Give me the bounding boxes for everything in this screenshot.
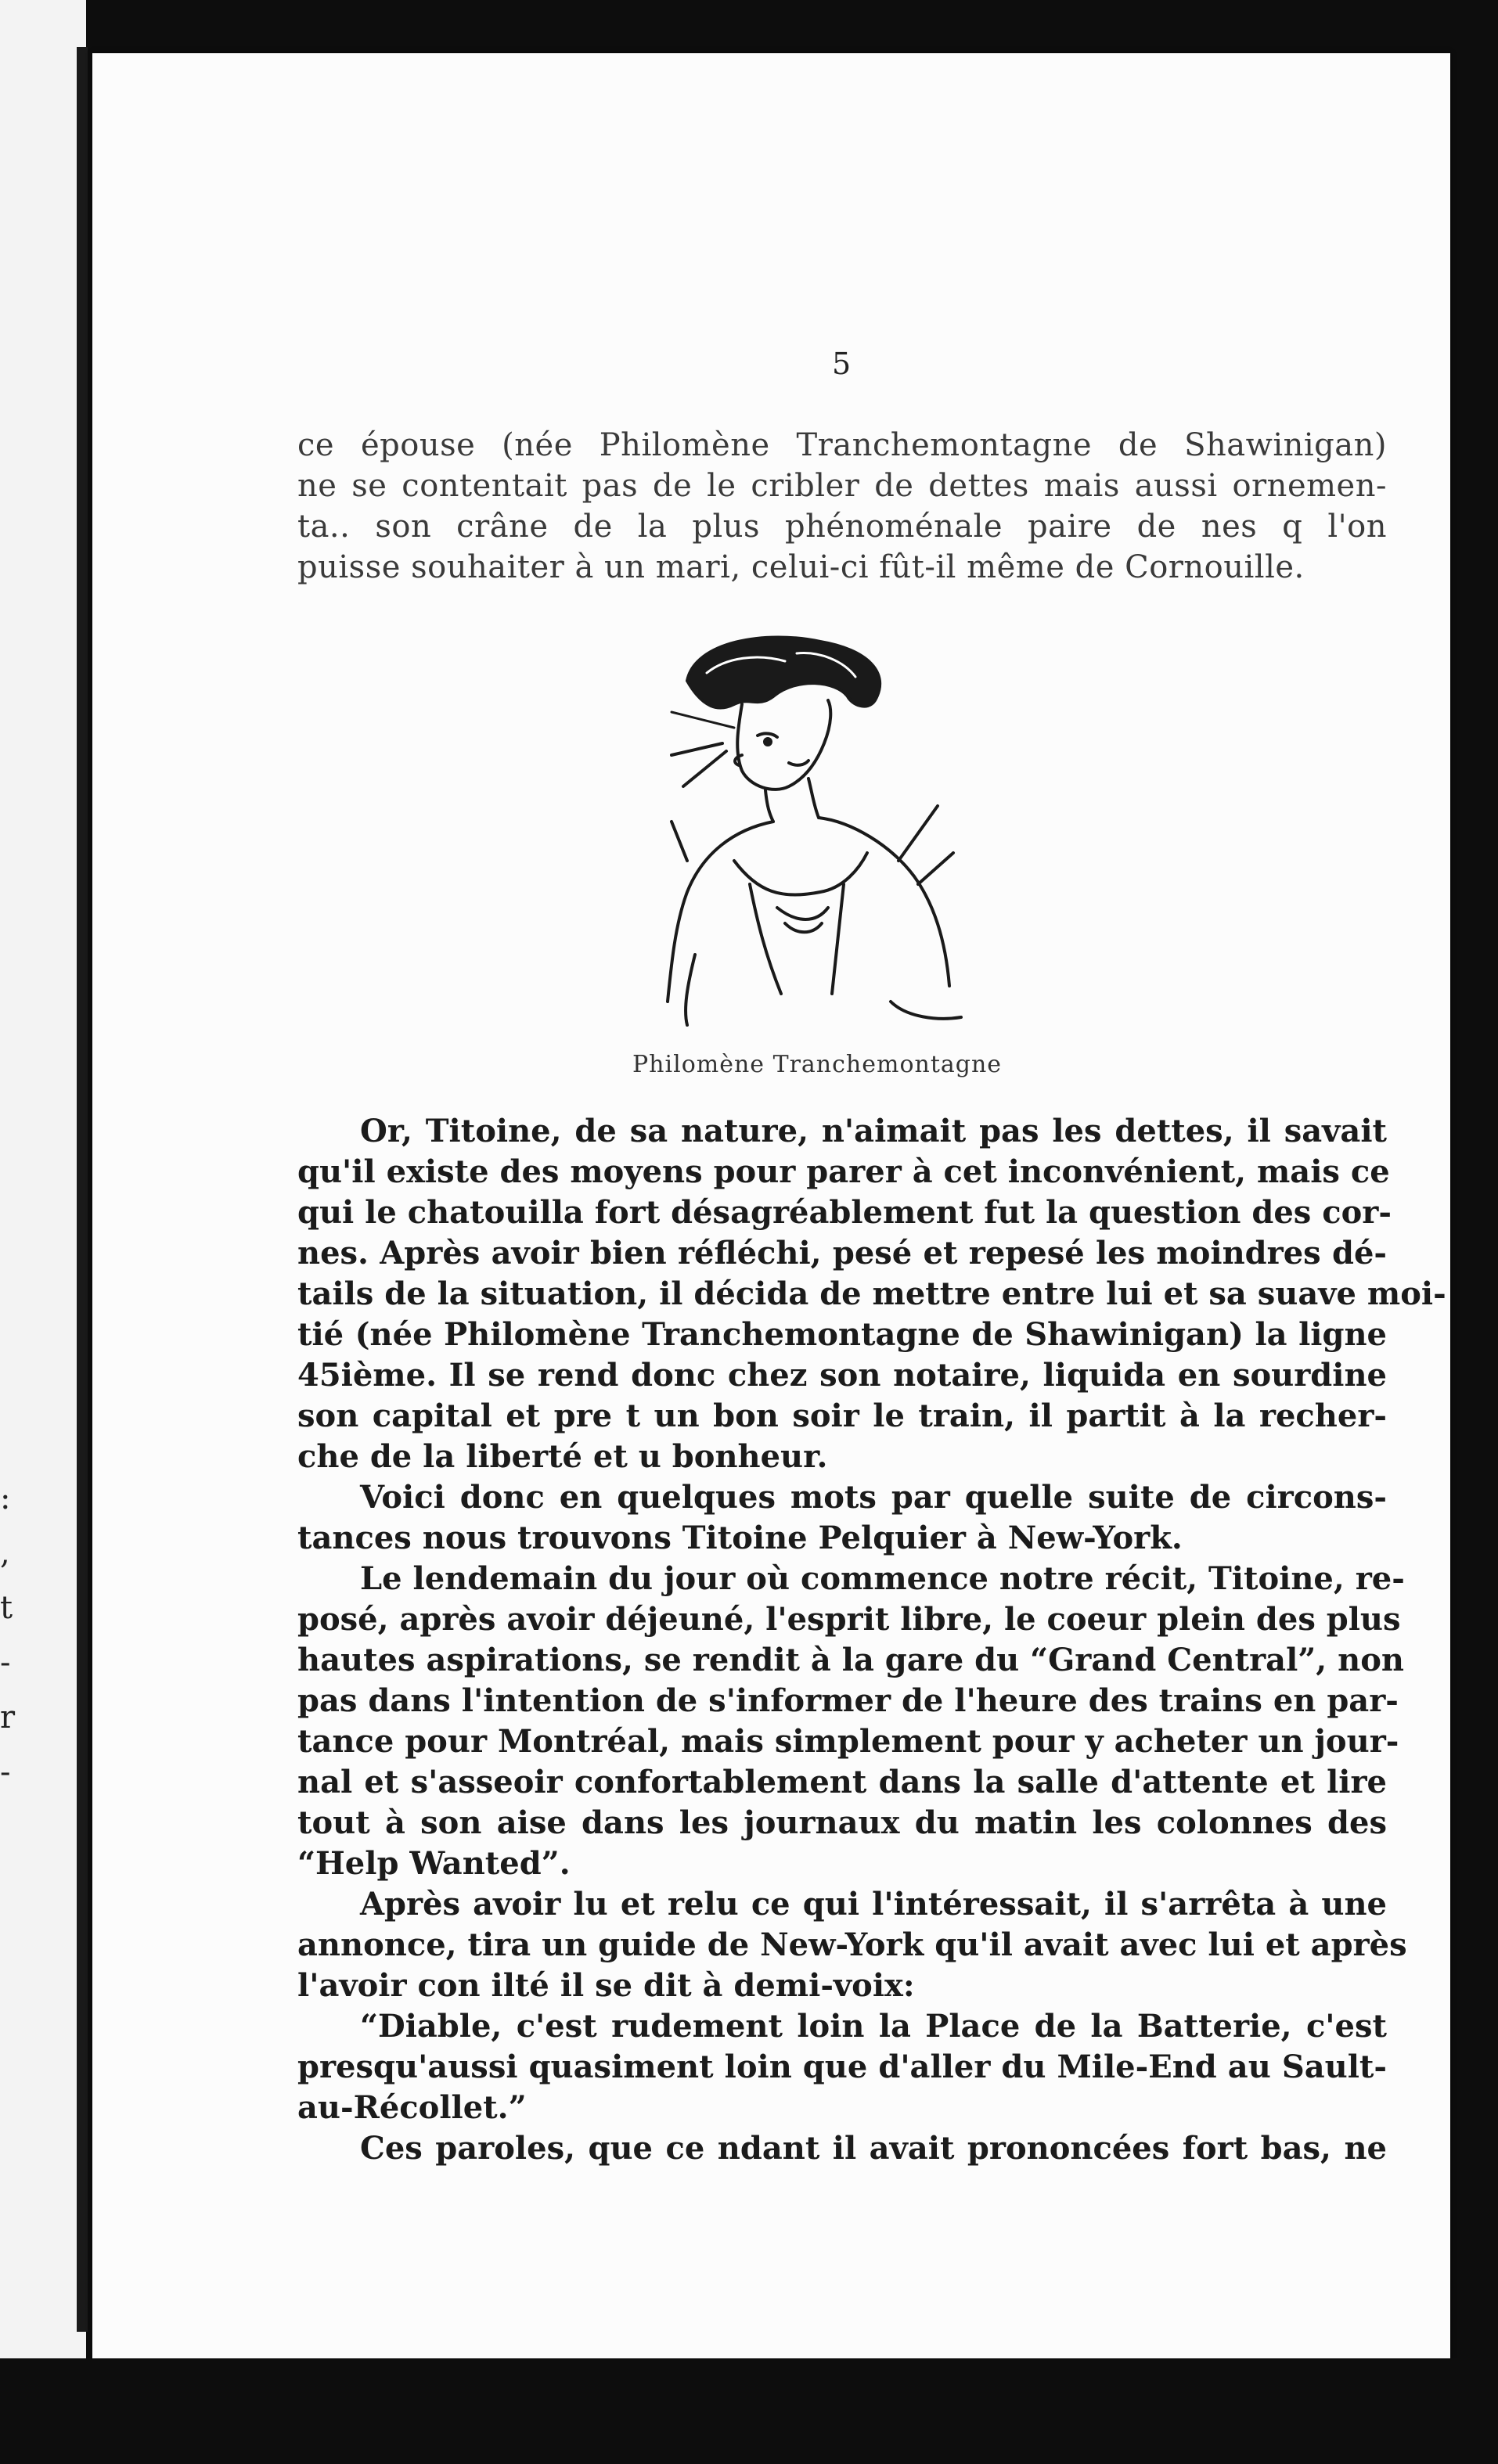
margin-mark: -	[0, 1645, 11, 1681]
top-paragraph-line: ce épouse (née Philomène Tranchemontagne de Shawinigan)	[297, 427, 1387, 463]
page-number: 5	[832, 347, 852, 381]
margin-mark: -	[0, 1754, 11, 1790]
body-text-line: Or, Titoine, de sa nature, n'aimait pas les dettes, il savait	[360, 1113, 1387, 1149]
body-text-line: hautes aspirations, se rendit à la gare du “Grand Central”, non	[297, 1642, 1404, 1678]
body-text-line: Ces paroles, que ce ndant il avait prononcées fort bas, ne	[360, 2130, 1387, 2167]
body-text-line: tout à son aise dans les journaux du matin les colonnes des	[297, 1804, 1387, 1841]
binding-shadow	[77, 47, 88, 2332]
margin-mark: r	[0, 1700, 16, 1736]
top-paragraph-line: ne se contentait pas de le cribler de dettes mais aussi ornemen-	[297, 468, 1387, 504]
body-text-line: qui le chatouilla fort désagréablement fut la question des cor-	[297, 1194, 1392, 1231]
body-text-line: tance pour Montréal, mais simplement pour y acheter un jour-	[297, 1723, 1399, 1760]
body-text-line: Voici donc en quelques mots par quelle suite de circons-	[360, 1479, 1387, 1516]
body-text-line: Le lendemain du jour où commence notre récit, Titoine, re-	[360, 1560, 1405, 1597]
body-text-line: Après avoir lu et relu ce qui l'intéressait, il s'arrêta à une	[360, 1886, 1387, 1923]
body-text-line: tances nous trouvons Titoine Pelquier à New-York.	[297, 1520, 1183, 1556]
book-page	[92, 53, 1450, 2358]
body-text-line: annonce, tira un guide de New-York qu'il avait avec lui et après	[297, 1926, 1407, 1963]
body-text-line: “Help Wanted”.	[297, 1845, 571, 1882]
body-text-line: nes. Après avoir bien réfléchi, pesé et repesé les moindres dé-	[297, 1235, 1387, 1272]
body-text-line: posé, après avoir déjeuné, l'esprit libre, le coeur plein des plus	[297, 1601, 1401, 1638]
body-text	[297, 1111, 1446, 2169]
body-text-line: “Diable, c'est rudement loin la Place de la Batterie, c'est	[360, 2008, 1387, 2045]
illustration-caption: Philomène Tranchemontagne	[632, 1051, 1003, 1078]
scan-border	[0, 2358, 1498, 2464]
body-text-line: tails de la situation, il décida de mettre entre lui et sa suave moi-	[297, 1275, 1446, 1312]
body-text-line: son capital et pre t un bon soir le train, il partit à la recher-	[297, 1397, 1387, 1434]
body-text-line: 45ième. Il se rend donc chez son notaire, liquida en sourdine	[297, 1357, 1387, 1394]
body-text-line: pas dans l'intention de s'informer de l'heure des trains en par-	[297, 1682, 1399, 1719]
body-text-line: au-Récollet.”	[297, 2089, 527, 2126]
portrait-illustration	[640, 626, 1016, 1033]
margin-mark: :	[0, 1480, 11, 1516]
top-paragraph-line: puisse souhaiter à un mari, celui-ci fût-il même de Cornouille.	[297, 549, 1305, 585]
body-text-line: qu'il existe des moyens pour parer à cet inconvénient, mais ce	[297, 1153, 1390, 1190]
margin-mark: ,	[0, 1535, 10, 1571]
top-paragraph	[297, 425, 1387, 588]
body-text-line: l'avoir con ilté il se dit à demi-voix:	[297, 1967, 915, 2004]
body-text-line: presqu'aussi quasiment loin que d'aller du Mile-End au Sault-	[297, 2049, 1387, 2085]
top-paragraph-line: ta.. son crâne de la plus phénoménale paire de nes q l'on	[297, 509, 1387, 545]
body-text-line: che de la liberté et u bonheur.	[297, 1438, 828, 1475]
body-text-line: nal et s'asseoir confortablement dans la salle d'attente et lire	[297, 1764, 1387, 1800]
margin-mark: t	[0, 1590, 13, 1626]
body-text-line: tié (née Philomène Tranchemontagne de Shawinigan) la ligne	[297, 1316, 1387, 1353]
margin-marks	[0, 1471, 23, 1800]
previous-page-edge	[0, 0, 86, 2464]
